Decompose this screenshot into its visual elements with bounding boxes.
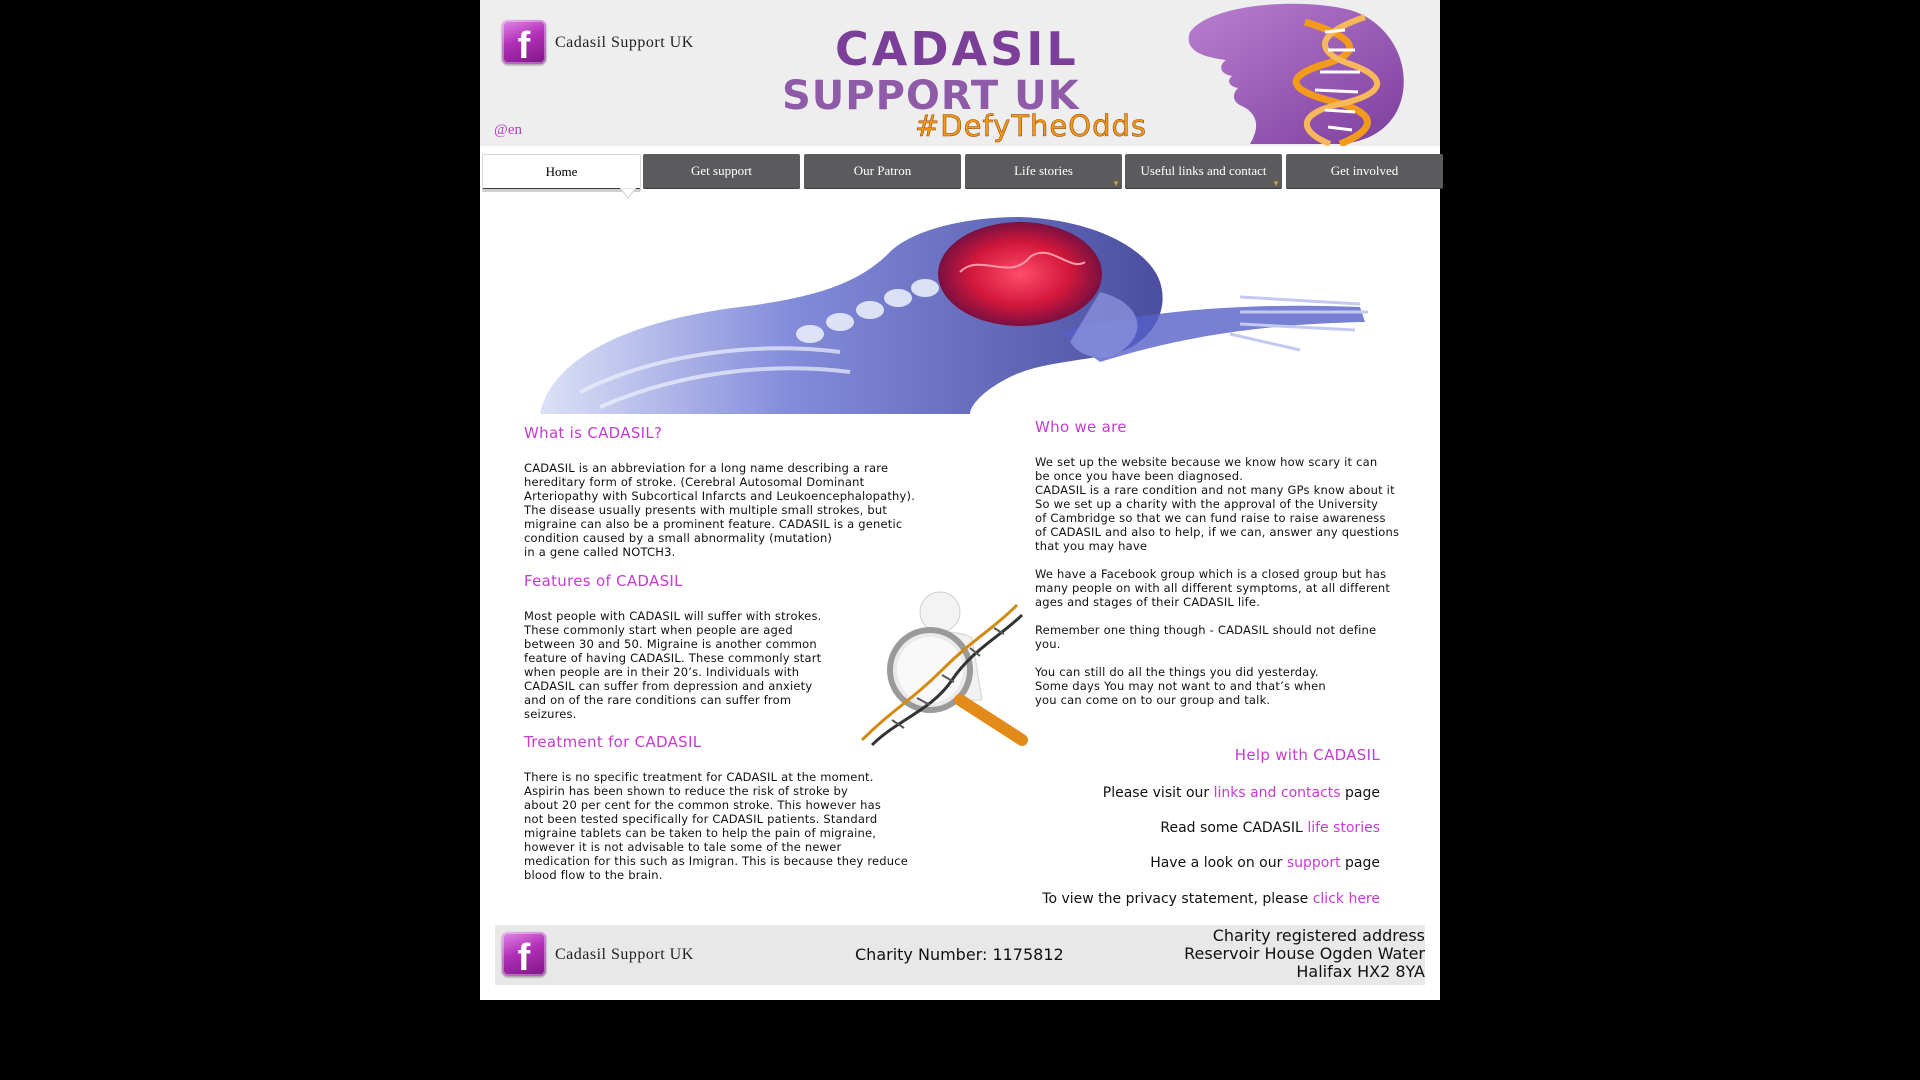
life-stories-link[interactable]: life stories	[1307, 820, 1380, 836]
who-body-1: We set up the website because we know how scary it can be once you have been diagnosed. CADASIL is a rare condition and not many GPs know about it So we set up a charity with the approval of the University of Cambridge so that we can fund raise to raise awareness of CADASIL and also to help, if we can, answer any questions that you may have	[1035, 455, 1400, 553]
header	[480, 0, 1440, 146]
facebook-link[interactable]: Cadasil Support UK	[555, 946, 694, 963]
charity-address	[1184, 927, 1425, 981]
nav-item-get-support[interactable]	[643, 154, 800, 189]
section-heading-who: Who we are	[1035, 418, 1127, 436]
section-heading-features: Features of CADASIL	[524, 572, 683, 590]
footer	[495, 925, 1425, 985]
nav-item-our-patron[interactable]	[804, 154, 961, 189]
help-text: Have a look on our	[1150, 855, 1287, 871]
page	[480, 0, 1440, 1000]
nav-label: Useful links and contact	[1140, 163, 1267, 178]
hero-image	[540, 212, 1370, 414]
nav-item-get-involved[interactable]	[1286, 154, 1443, 189]
nav-item-useful-links[interactable]	[1125, 154, 1282, 189]
language-link[interactable]: @en	[494, 122, 522, 138]
who-body-4: You can still do all the things you did yesterday. Some days You may not want to and that’s when you can come on to our group and talk.	[1035, 665, 1326, 707]
help-text: page	[1340, 855, 1380, 871]
who-body-2: We have a Facebook group which is a closed group but has many people on with all different symptoms, at all different ages and stages of their CADASIL life.	[1035, 567, 1391, 609]
links-and-contacts-link[interactable]: links and contacts	[1213, 785, 1341, 801]
nav-label: Get support	[690, 163, 753, 178]
address-line: Charity registered address	[1212, 926, 1425, 945]
section-heading-what: What is CADASIL?	[524, 424, 663, 442]
support-link[interactable]: support	[1286, 855, 1341, 871]
features-body: Most people with CADASIL will suffer with strokes. These commonly start when people are aged between 30 and 50. Migraine is another common feature of having CADASIL. These commonly start when people are in their 20’s. Individuals with CADASIL can suffer from depression and anxiety and on of the rare conditions can suffer from seizures.	[524, 609, 822, 721]
facebook-icon[interactable]: f	[502, 932, 546, 976]
active-tab-pointer	[620, 188, 636, 200]
what-body: CADASIL is an abbreviation for a long name describing a rare hereditary form of stroke. (Cerebral Autosomal Dominant Arteriopathy with Subcortical Infarcts and Leukoencephalopathy). The disease usually presents with multiple small strokes, but migraine can also be a prominent feature. CADASIL is a genetic condition caused by a small abnormality (mutation) in a gene called NOTCH3.	[524, 461, 916, 559]
help-line-links	[1103, 785, 1380, 801]
help-text: Please visit our	[1102, 785, 1214, 801]
who-body-3: Remember one thing though - CADASIL should not define you.	[1035, 623, 1377, 651]
treatment-body: There is no specific treatment for CADASIL at the moment. Aspirin has been shown to reduce the risk of stroke by about 20 per cent for the common stroke. This however has not been tested specifically for CADASIL patients. Standard migraine tablets can be taken to help the pain of migraine, however it is not advisable to tale some of the newer medication for this such as Imigran. This is because they reduce blood flow to the brain.	[524, 770, 909, 882]
help-line-stories	[1160, 820, 1380, 836]
logo-line2: SUPPORT UK	[782, 73, 1080, 119]
nav-label: Get involved	[1330, 163, 1399, 178]
help-text: page	[1340, 785, 1380, 801]
submenu-caret-icon: ▼	[1272, 179, 1280, 188]
help-text: Read some CADASIL	[1160, 820, 1308, 836]
address-line: Reservoir House Ogden Water	[1184, 944, 1425, 963]
nav-label: Our Patron	[853, 163, 912, 178]
nav-label: Life stories	[1014, 163, 1073, 178]
facebook-link[interactable]: Cadasil Support UK	[555, 34, 694, 51]
nav-item-home[interactable]	[482, 154, 641, 192]
magnifier-dna-image	[852, 590, 1042, 750]
nav-label: Home	[545, 164, 578, 179]
privacy-click-here-link[interactable]: click here	[1312, 891, 1380, 907]
facebook-icon[interactable]: f	[502, 20, 546, 64]
section-heading-treatment: Treatment for CADASIL	[524, 733, 702, 751]
help-line-support	[1150, 855, 1380, 871]
charity-number: Charity Number: 1175812	[855, 945, 1064, 964]
section-heading-help: Help with CADASIL	[1234, 746, 1380, 764]
main-nav	[480, 154, 1440, 200]
help-line-privacy	[1042, 891, 1380, 907]
submenu-caret-icon: ▼	[1112, 179, 1120, 188]
logo-hashtag: #DefyTheOdds	[915, 109, 1148, 143]
help-text: To view the privacy statement, please	[1042, 891, 1313, 907]
nav-item-life-stories[interactable]	[965, 154, 1122, 189]
site-logo[interactable]	[780, 2, 1410, 146]
address-line: Halifax HX2 8YA	[1296, 962, 1425, 981]
logo-line1: CADASIL	[835, 22, 1079, 76]
